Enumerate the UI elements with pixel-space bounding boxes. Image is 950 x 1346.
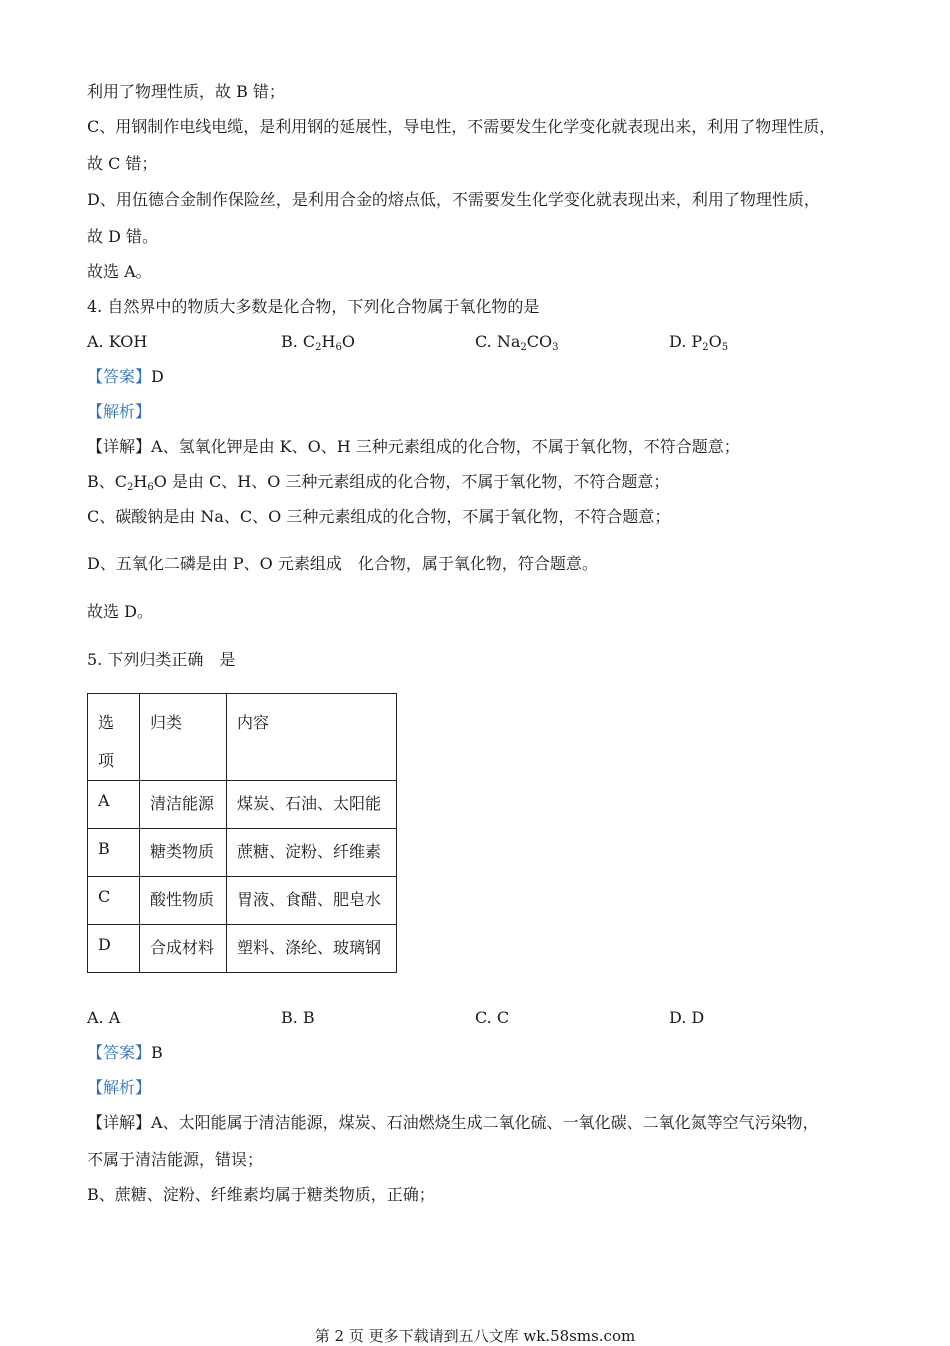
table-row: [88, 829, 397, 877]
question-4-stem: 4. 自然界中的物质大多数是化合物，下列化合物属于氧化物的是: [87, 297, 540, 316]
q4-detail-b: B、$C_2H_6O$ 是由 C、H、O 三种元素组成的化合物，不属于氧化物，不符合题意；: [87, 472, 670, 493]
table-cell: C: [88, 877, 140, 925]
q4-answer: 【答案】D: [87, 367, 164, 386]
classification-table: [87, 693, 397, 973]
detail-label: 【详解】: [87, 1113, 152, 1132]
text-line: C、用钢制作电线电缆，是利用钢的延展性，导电性，不需要发生化学变化就表现出来，利用了物理性质，: [87, 117, 836, 136]
text-line: 故 C 错；: [87, 154, 158, 173]
q5-option-d: D. D: [669, 1008, 705, 1027]
table-cell: 清洁能源: [140, 781, 227, 829]
q5-option-a: A. A: [87, 1008, 121, 1027]
table-cell: 胃液、食醋、肥皂水: [227, 877, 397, 925]
table-cell: B: [88, 829, 140, 877]
header-category: 归类: [140, 694, 227, 781]
q4-option-d: D. $P_2O_5$: [669, 332, 729, 353]
answer-label: 【答案】: [87, 367, 152, 386]
q5-detail-a-cont: 不属于清洁能源，错误；: [87, 1150, 264, 1169]
q5-answer: 【答案】B: [87, 1043, 163, 1062]
table-cell: D: [88, 925, 140, 973]
q4-detail-c: C、碳酸钠是由 Na、C、O 三种元素组成的化合物，不属于氧化物，不符合题意；: [87, 507, 671, 526]
table-cell: 煤炭、石油、太阳能: [227, 781, 397, 829]
q5-detail-b: B、蔗糖、淀粉、纤维素均属于糖类物质，正确；: [87, 1185, 435, 1204]
table-cell: A: [88, 781, 140, 829]
q5-option-c: C. C: [475, 1008, 510, 1027]
q4-option-b: B. $C_2H_6O$: [281, 332, 355, 353]
table-row: [88, 877, 397, 925]
q5-option-b: B. B: [281, 1008, 315, 1027]
text-line: 故 D 错。: [87, 227, 159, 246]
table-row: [88, 781, 397, 829]
table-cell: 蔗糖、淀粉、纤维素: [227, 829, 397, 877]
text-line: 故选 A。: [87, 262, 152, 281]
text-line: D、用伍德合金制作保险丝，是利用合金的熔点低，不需要发生化学变化就表现出来，利用了物理性质，: [87, 190, 820, 209]
q4-detail-d: D、五氧化二磷是由 P、O 元素组成 化合物，属于氧化物，符合题意。: [87, 554, 598, 573]
header-content: 内容: [227, 694, 397, 781]
table-cell: 合成材料: [140, 925, 227, 973]
question-5-stem: 5. 下列归类正确 是: [87, 650, 236, 669]
q5-detail-a: 【详解】A、太阳能属于清洁能源，煤炭、石油燃烧生成二氧化硫、一氧化碳、二氧化氮等空气污染物，: [87, 1113, 819, 1132]
text-line: 利用了物理性质，故 B 错；: [87, 82, 285, 101]
q4-conclusion: 故选 D。: [87, 602, 153, 621]
table-header-row: [88, 694, 397, 781]
q4-analysis-label: 【解析】: [87, 402, 152, 421]
q4-option-c: C. $Na_2CO_3$: [475, 332, 559, 353]
table-cell: 酸性物质: [140, 877, 227, 925]
page-footer: 第 2 页 更多下载请到五八文库 wk.58sms.com: [314, 1327, 636, 1345]
answer-label: 【答案】: [87, 1043, 152, 1062]
table-cell: 糖类物质: [140, 829, 227, 877]
detail-label: 【详解】: [87, 437, 152, 456]
table-cell: 塑料、涤纶、玻璃钢: [227, 925, 397, 973]
q4-option-a: A. KOH: [87, 332, 148, 351]
q5-analysis-label: 【解析】: [87, 1078, 152, 1097]
table-row: [88, 925, 397, 973]
header-option: 选 项: [88, 694, 140, 781]
q4-detail-a: 【详解】A、氢氧化钾是由 K、O、H 三种元素组成的化合物，不属于氧化物，不符合题意；: [87, 437, 740, 456]
